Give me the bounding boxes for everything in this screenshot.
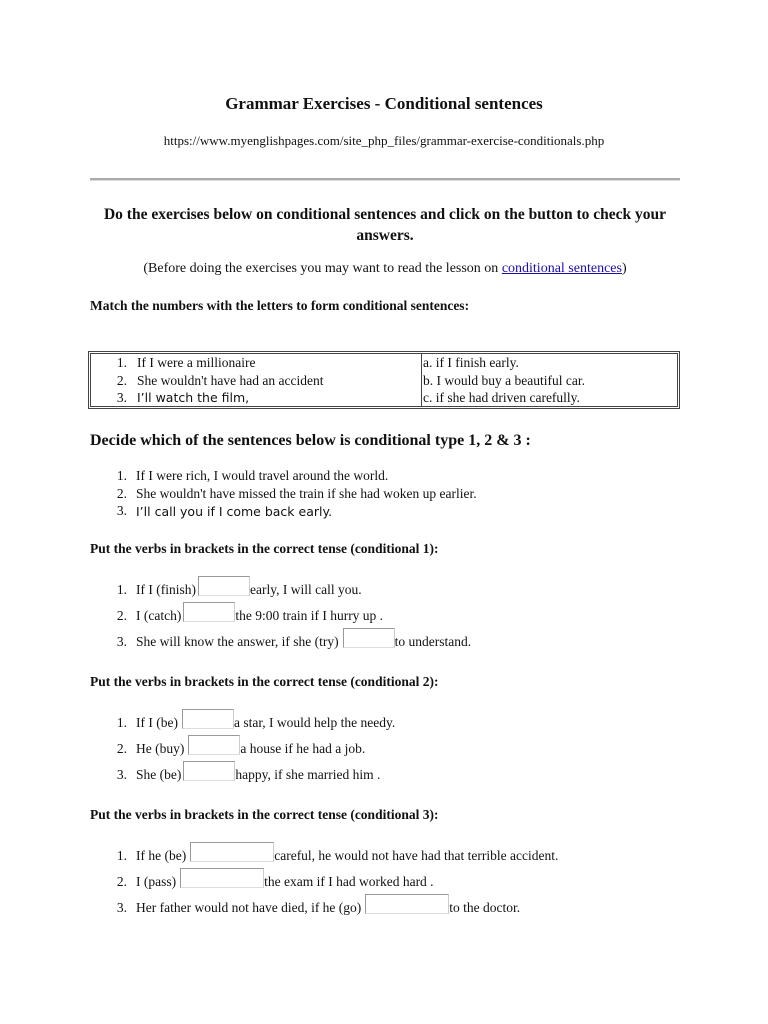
answer-input-c1-1[interactable] bbox=[198, 576, 250, 596]
exercise-item: 2. He (buy) a house if he had a job. bbox=[108, 735, 365, 757]
source-url: https://www.myenglishpages.com/site_php_files/grammar-exercise-conditionals.php bbox=[163, 133, 605, 148]
exercise-item: 3. She (be) happy, if she married him . bbox=[108, 761, 380, 783]
match-right-item: c. if she had driven carefully. bbox=[423, 390, 580, 405]
match-numbers-column bbox=[91, 354, 422, 406]
exercise-item: 2. I (pass) the exam if I had worked hard . bbox=[108, 868, 434, 890]
conditional-sentences-link[interactable]: conditional sentences bbox=[501, 261, 622, 276]
lesson-note: (Before doing the exercises you may want to read the lesson on conditional sentences) bbox=[143, 261, 627, 276]
exercise-item: 1. If he (be) careful, he would not have had that terrible accident. bbox=[108, 842, 558, 864]
conditional-3-heading: Put the verbs in brackets in the correct tense (conditional 3): bbox=[90, 807, 439, 822]
match-left-item: 3. I’ll watch the film, bbox=[116, 390, 250, 405]
list-item: 1. If I were rich, I would travel around the world. bbox=[116, 468, 389, 483]
match-right-item: a. if I finish early. bbox=[423, 355, 519, 370]
match-table bbox=[88, 351, 680, 409]
answer-input-c2-1[interactable] bbox=[182, 709, 234, 729]
exercise-item: 3. She will know the answer, if she (try) to understand. bbox=[108, 628, 471, 650]
list-item: 2. She wouldn't have missed the train if she had woken up earlier. bbox=[116, 486, 477, 501]
answer-input-c2-3[interactable] bbox=[183, 761, 235, 781]
match-left-item: 1. If I were a millionaire bbox=[116, 355, 256, 370]
match-right-item: b. I would buy a beautiful car. bbox=[423, 372, 585, 388]
exercise-item: 3. Her father would not have died, if he (go) to the doctor. bbox=[108, 894, 520, 916]
answer-input-c2-2[interactable] bbox=[188, 735, 240, 755]
conditional-2-heading: Put the verbs in brackets in the correct tense (conditional 2): bbox=[90, 674, 439, 689]
exercise-item: 1. If I (finish) early, I will call you. bbox=[108, 576, 362, 598]
match-letters-column bbox=[422, 354, 677, 406]
match-left-item: 2. She wouldn't have had an accident bbox=[116, 372, 324, 388]
list-item: 3. I’ll call you if I come back early. bbox=[116, 503, 333, 519]
page-title: Grammar Exercises - Conditional sentences bbox=[225, 94, 543, 113]
match-heading: Match the numbers with the letters to form conditional sentences: bbox=[90, 298, 470, 313]
answer-input-c3-3[interactable] bbox=[365, 894, 449, 914]
decide-heading: Decide which of the sentences below is conditional type 1, 2 & 3 : bbox=[90, 432, 531, 449]
answer-input-c1-3[interactable] bbox=[343, 628, 395, 648]
conditional-1-heading: Put the verbs in brackets in the correct tense (conditional 1): bbox=[90, 541, 439, 556]
instructions: Do the exercises below on conditional sentences and click on the button to check your answers. bbox=[103, 206, 666, 244]
answer-input-c1-2[interactable] bbox=[183, 602, 235, 622]
exercise-item: 1. If I (be) a star, I would help the needy. bbox=[108, 709, 395, 731]
answer-input-c3-1[interactable] bbox=[190, 842, 274, 862]
answer-input-c3-2[interactable] bbox=[180, 868, 264, 888]
horizontal-divider bbox=[90, 178, 680, 181]
exercise-item: 2. I (catch) the 9:00 train if I hurry up . bbox=[108, 602, 383, 624]
